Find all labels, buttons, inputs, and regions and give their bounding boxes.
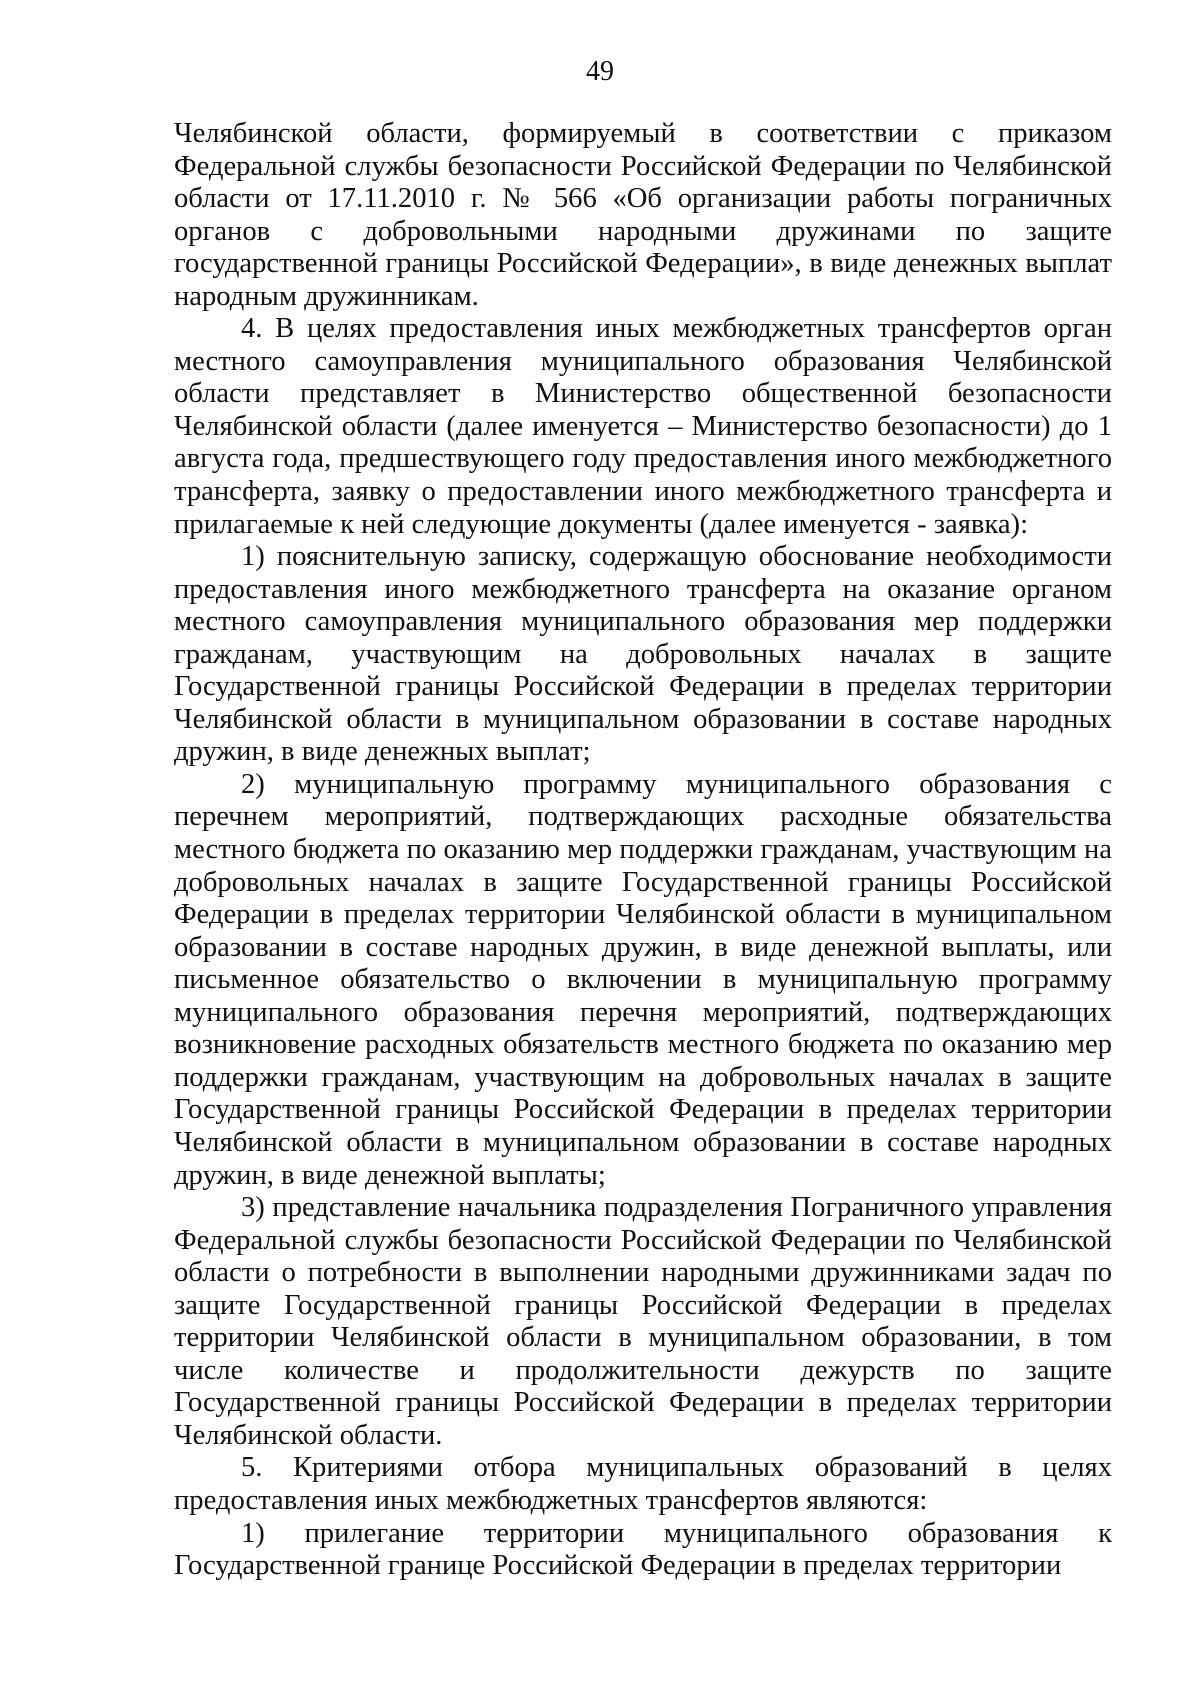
page-number: 49 bbox=[586, 56, 614, 87]
paragraph-continuation: Челябинской области, формируемый в соответствии с приказом Федеральной службы безопасности Российской Федерации по Челябинской области от 17.11.2010 г. № 566 «Об организации работы пограничных органов с добровольными народными дружинами по защите государственной границы Российской Федерации», в виде денежных выплат народным дружинникам. bbox=[174, 118, 1112, 312]
paragraph-criteria-1: 1) прилегание территории муниципального образования к Государственной границе Российской Федерации в пределах территории bbox=[174, 1517, 1112, 1582]
paragraph-item-5: 5. Критериями отбора муниципальных образований в целях предоставления иных межбюджетных трансфертов являются: bbox=[174, 1452, 1112, 1516]
paragraph-subitem-3: 3) представление начальника подразделения Пограничного управления Федеральной службы безопасности Российской Федерации по Челябинской области о потребности в выполнении народными дружинниками задач по защите Государственной границы Российской Федерации в пределах территории Челябинской области в муниципальном образовании, в том числе количестве и продолжительности дежурств по защите Государственной границы Российской Федерации в пределах территории Челябинской области. bbox=[174, 1192, 1112, 1451]
paragraph-item-4: 4. В целях предоставления иных межбюджетных трансфертов орган местного самоуправления муниципального образования Челябинской области представляет в Министерство общественной безопасности Челябинской области (далее именуется – Министерство безопасности) до 1 августа года, предшествующего году предоставления иного межбюджетного трансферта, заявку о предоставлении иного межбюджетного трансферта и прилагаемые к ней следующие документы (далее именуется - заявка): bbox=[174, 313, 1112, 540]
document-body bbox=[174, 118, 1112, 1583]
paragraph-subitem-1: 1) пояснительную записку, содержащую обоснование необходимости предоставления иного межбюджетного трансферта на оказание органом местного самоуправления муниципального образования мер поддержки гражданам, участвующим на добровольных началах в защите Государственной границы Российской Федерации в пределах территории Челябинской области в муниципальном образовании в составе народных дружин, в виде денежных выплат; bbox=[174, 541, 1112, 768]
paragraph-subitem-2: 2) муниципальную программу муниципального образования с перечнем мероприятий, подтверждающих расходные обязательства местного бюджета по оказанию мер поддержки гражданам, участвующим на добровольных началах в защите Государственной границы Российской Федерации в пределах территории Челябинской области в муниципальном образовании в составе народных дружин, в виде денежной выплаты, или письменное обязательство о включении в муниципальную программу муниципального образования перечня мероприятий, подтверждающих возникновение расходных обязательств местного бюджета по оказанию мер поддержки гражданам, участвующим на добровольных началах в защите Государственной границы Российской Федерации в пределах территории Челябинской области в муниципальном образовании в составе народных дружин, в виде денежной выплаты; bbox=[174, 768, 1112, 1191]
